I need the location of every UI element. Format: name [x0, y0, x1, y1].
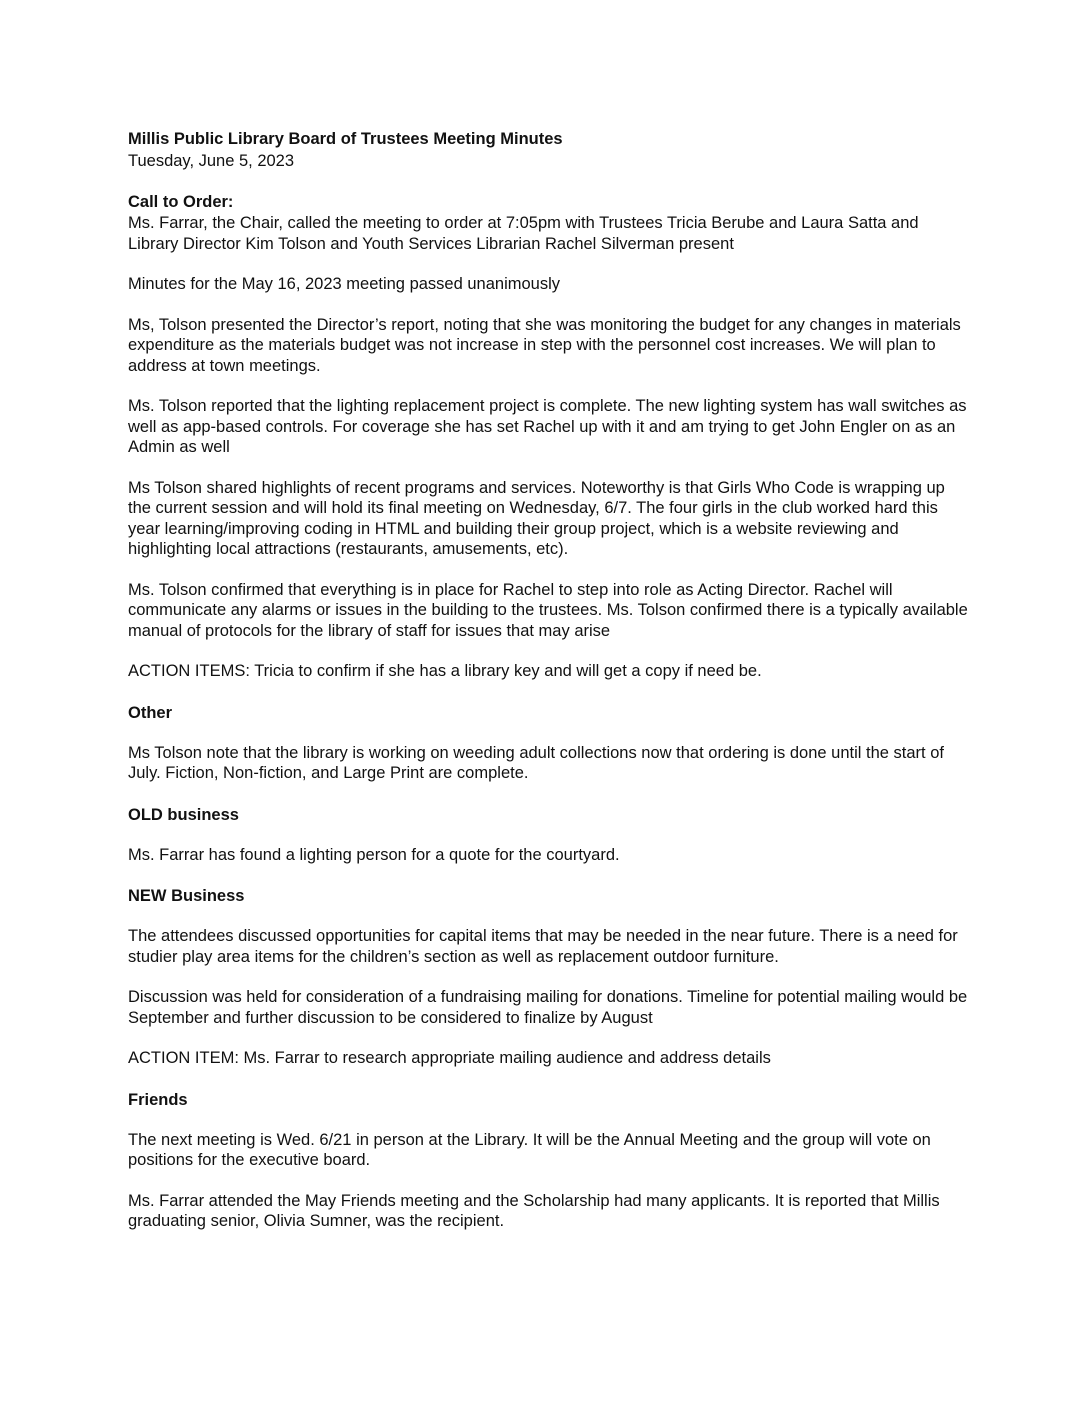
document-page: [128, 128, 968, 1252]
paragraph-action-item-mailing: ACTION ITEM: Ms. Farrar to research appropriate mailing audience and address details: [128, 1049, 771, 1067]
paragraph-capital-items: The attendees discussed opportunities for capital items that may be needed in the near future. There is a need for studier play area items for the children’s section as well as replacement outdoor furniture.: [128, 927, 958, 966]
paragraph-lighting-project: Ms. Tolson reported that the lighting replacement project is complete. The new lighting system has wall switches as well as app-based controls. For coverage she has set Rachel up with it and am trying to get John Engler on as an Admin as well: [128, 397, 967, 456]
paragraph-minutes-approval: Minutes for the May 16, 2023 meeting passed unanimously: [128, 275, 560, 293]
section-heading-other: Other: [128, 703, 173, 722]
paragraph-courtyard-lighting: Ms. Farrar has found a lighting person for a quote for the courtyard.: [128, 845, 620, 864]
section-heading-friends: Friends: [128, 1090, 188, 1109]
paragraph-directors-report: Ms, Tolson presented the Director’s report, noting that she was monitoring the budget for any changes in materials expenditure as the materials budget was not increase in step with the personnel cost increases. We will plan to address at town meetings.: [128, 315, 961, 375]
paragraph-action-items: ACTION ITEMS: Tricia to confirm if she has a library key and will get a copy if need be.: [128, 662, 762, 680]
section-heading-call-to-order: Call to Order:: [128, 193, 234, 211]
section-heading-old-business: OLD business: [128, 805, 239, 824]
paragraph-weeding-collections: Ms Tolson note that the library is working on weeding adult collections now that ordering is done until the start of July. Fiction, Non-fiction, and Large Print are complete.: [128, 743, 944, 782]
section-heading-new-business: NEW Business: [128, 887, 245, 905]
paragraph-programs-highlights: Ms Tolson shared highlights of recent programs and services. Noteworthy is that Girls Who Code is wrapping up the current session and will hold its final meeting on Wednesday, 6/7. The four girls in the club worked hard this year learning/improving coding in HTML and building their group project, which is a website reviewing and highlighting local attractions (restaurants, amusements, etc).: [128, 478, 945, 558]
document-title: Millis Public Library Board of Trustees Meeting Minutes: [128, 130, 563, 148]
paragraph-scholarship: Ms. Farrar attended the May Friends meeting and the Scholarship had many applicants. It is reported that Millis graduating senior, Olivia Sumner, was the recipient.: [128, 1191, 940, 1230]
paragraph-next-meeting: The next meeting is Wed. 6/21 in person at the Library. It will be the Annual Meeting and the group will vote on positions for the executive board.: [128, 1130, 931, 1169]
paragraph-attendance: Ms. Farrar, the Chair, called the meeting to order at 7:05pm with Trustees Tricia Berube and Laura Satta and Library Director Kim Tolson and Youth Services Librarian Rachel Silverman present: [128, 214, 919, 253]
paragraph-fundraising-mailing: Discussion was held for consideration of a fundraising mailing for donations. Timeline for potential mailing would be September and further discussion to be considered to finalize by August: [128, 988, 968, 1027]
paragraph-acting-director: Ms. Tolson confirmed that everything is in place for Rachel to step into role as Acting Director. Rachel will communicate any alarms or issues in the building to the trustees. Ms. Tolson confirmed there is a typically available manual of protocols for the library of staff for issues that may arise: [128, 580, 968, 640]
document-date: Tuesday, June 5, 2023: [128, 152, 295, 170]
